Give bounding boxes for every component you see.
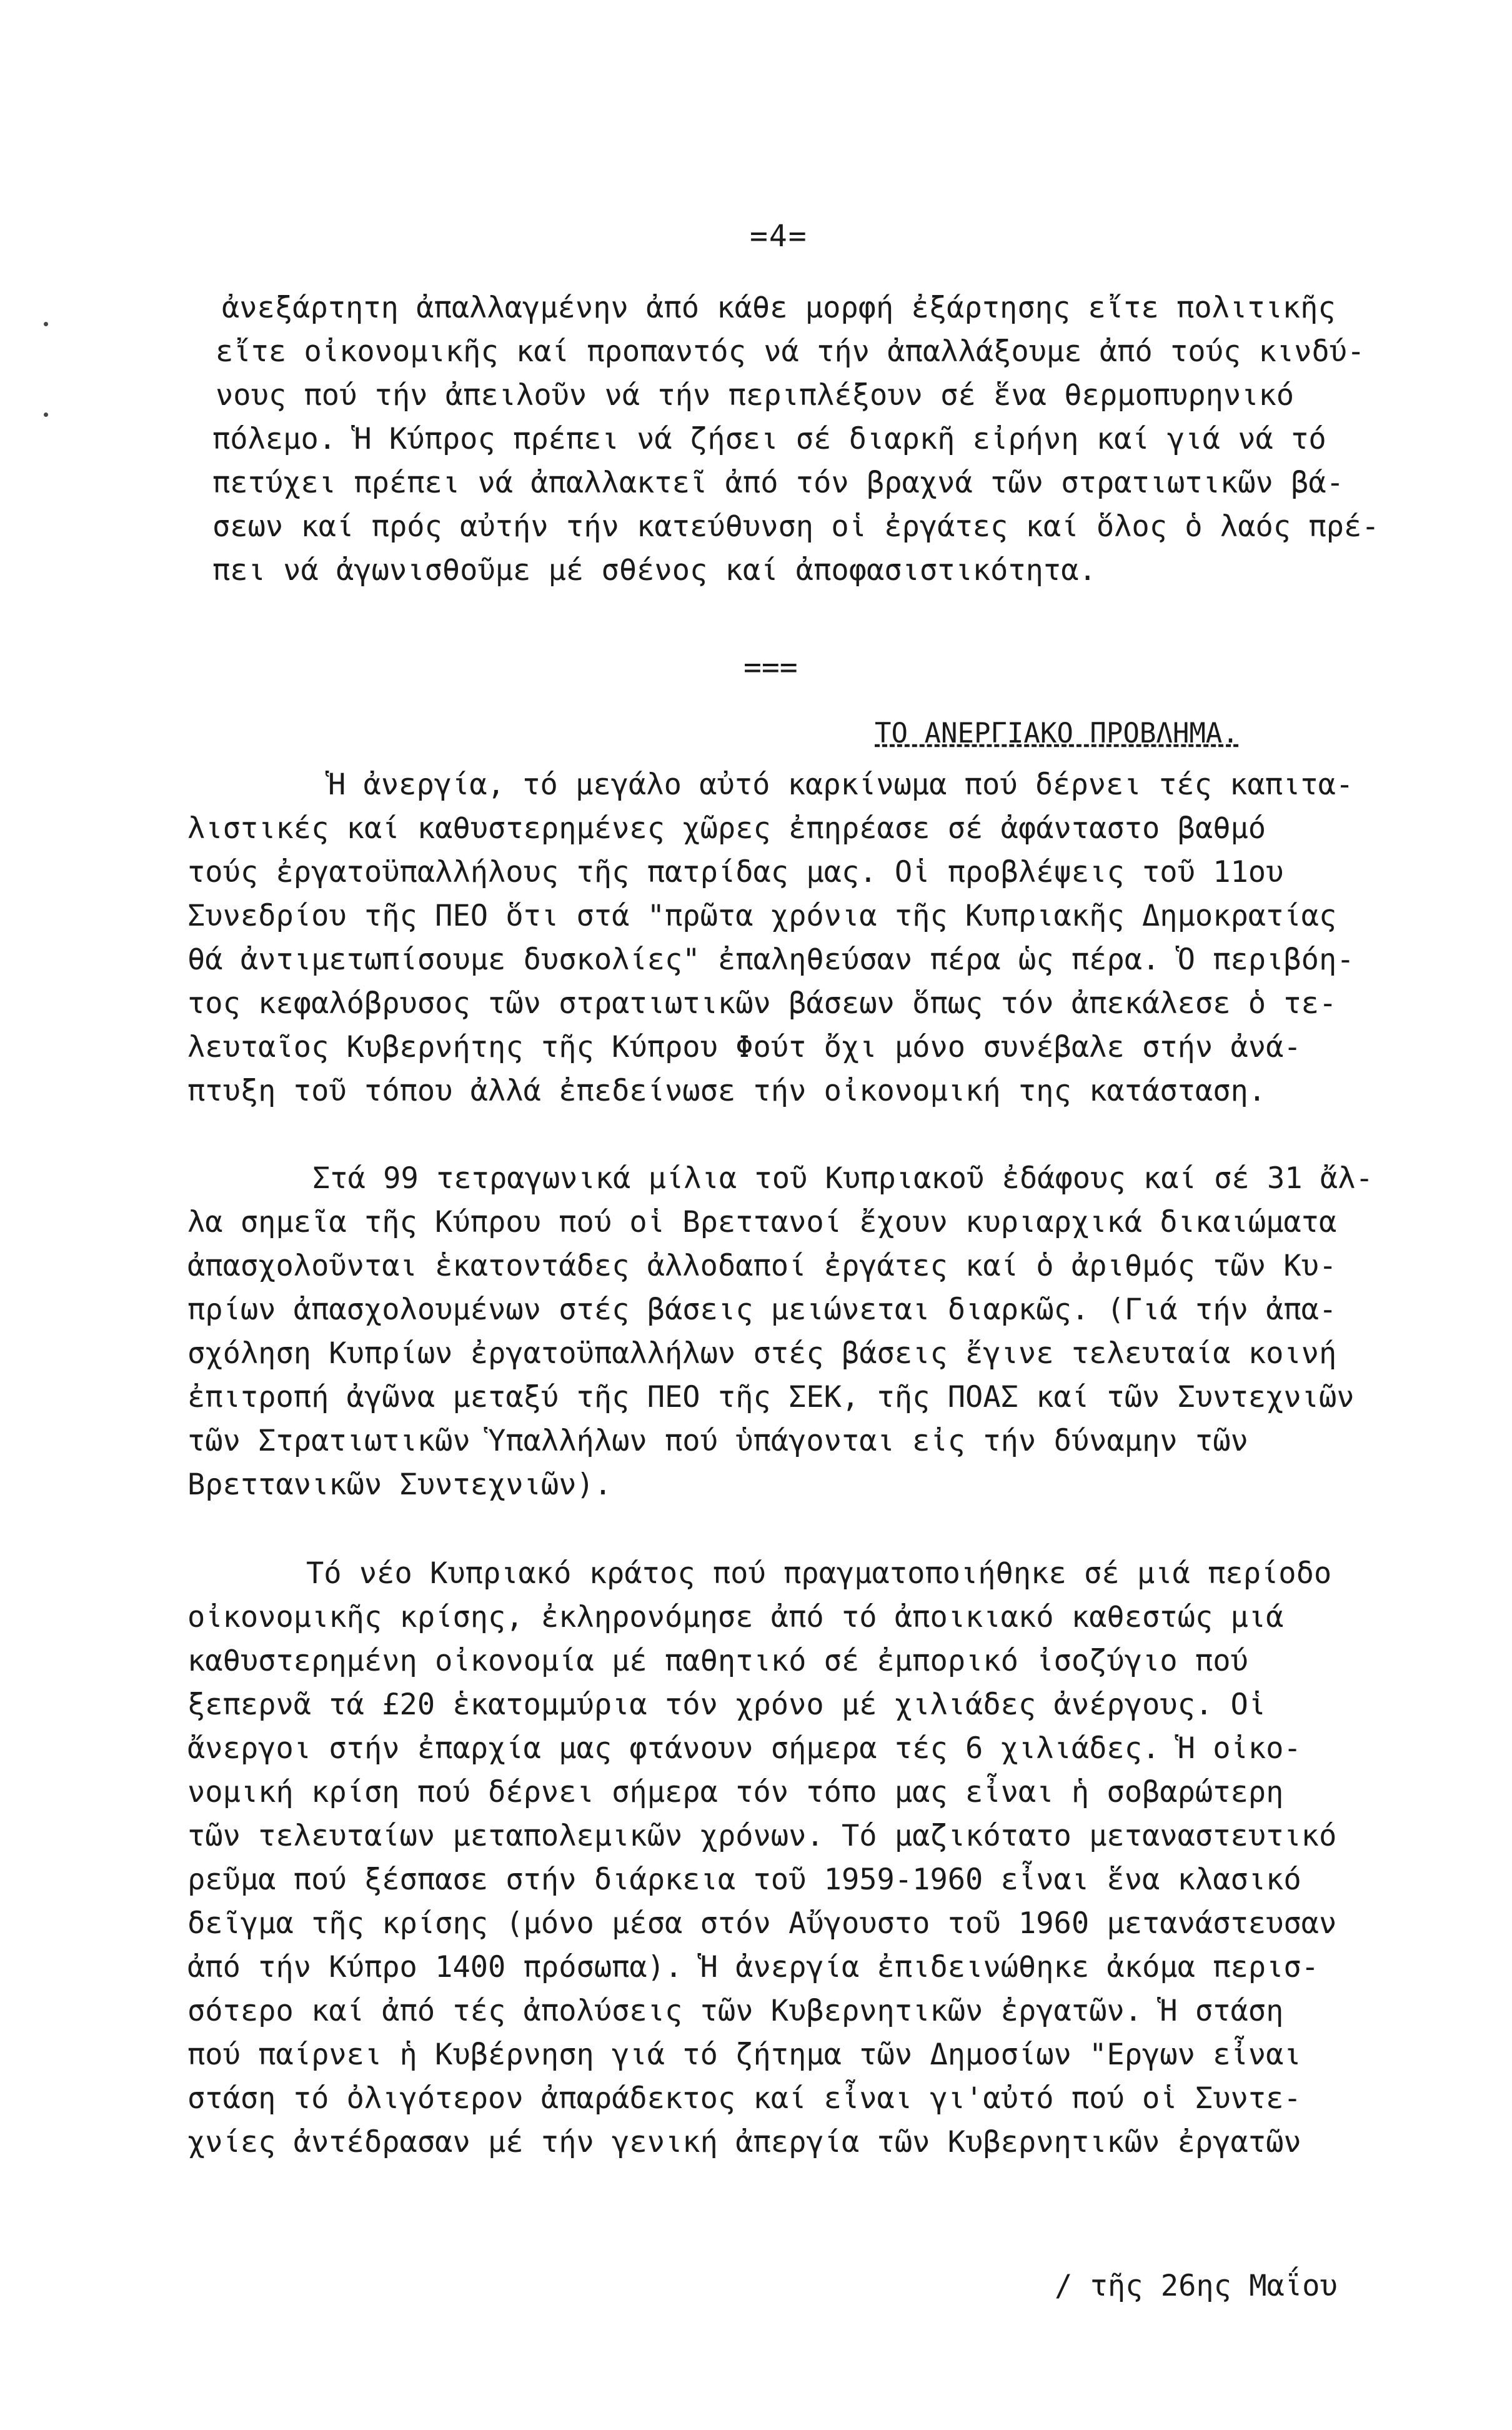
scan-speck — [44, 412, 48, 417]
text-line: τούς ἐργατοϋπαλλήλους τῆς πατρίδας μας. Οἱ προβλέψεις τοῦ 11ου — [187, 855, 1284, 889]
text-line: σότερο καί ἀπό τές ἀπολύσεις τῶν Κυβερνητικῶν ἐργατῶν. Ἡ στάση — [187, 1994, 1284, 2028]
section-separator: === — [744, 650, 798, 685]
text-line: ἐπιτροπή ἀγῶνα μεταξύ τῆς ΠΕΟ τῆς ΣΕΚ, τῆς ΠΟΑΣ καί τῶν Συντεχνιῶν — [187, 1380, 1355, 1414]
text-line: πόλεμο. Ἡ Κύπρος πρέπει νά ζήσει σέ διαρκῆ εἰρήνη καί γιά νά τό — [212, 422, 1326, 456]
text-line: στάση τό ὀλιγότερον ἀπαράδεκτος καί εἶναι γι'αὐτό πού οἱ Συντε- — [187, 2081, 1301, 2116]
text-line: χνίες ἀντέδρασαν μέ τήν γενική ἀπεργία τῶν Κυβερνητικῶν ἐργατῶν — [187, 2125, 1301, 2159]
text-line: Ἡ ἀνεργία, τό μεγάλο αὐτό καρκίνωμα πού δέρνει τές καπιτα- — [328, 768, 1354, 802]
text-line: ξεπερνᾶ τά £20 ἑκατομμύρια τόν χρόνο μέ χιλιάδες ἀνέργους. Οἱ — [187, 1688, 1266, 1722]
text-line: πού παίρνει ἡ Κυβέρνηση γιά τό ζήτημα τῶν Δημοσίων "Εργων εἶναι — [187, 2038, 1301, 2072]
text-line: νομική κρίση πού δέρνει σήμερα τόν τόπο μας εἶναι ἡ σοβαρώτερη — [187, 1775, 1284, 1809]
text-line: λα σημεῖα τῆς Κύπρου πού οἱ Βρεττανοί ἔχουν κυριαρχικά δικαιώματα — [187, 1205, 1337, 1239]
section-heading: ΤΟ ΑΝΕΡΓΙΑΚΟ ΠΡΟΒΛΗΜΑ. — [875, 718, 1239, 749]
text-line: ρεῦμα πού ξέσπασε στήν διάρκεια τοῦ 1959-1960 εἶναι ἕνα κλασικό — [187, 1862, 1301, 1897]
page-number: =4= — [750, 219, 808, 254]
text-line: σεων καί πρός αὐτήν τήν κατεύθυνση οἱ ἐργάτες καί ὅλος ὁ λαός πρέ- — [212, 509, 1380, 544]
text-line: ἀνεξάρτητη ἀπαλλαγμένην ἀπό κάθε μορφή ἐξάρτησης εἴτε πολιτικῆς — [222, 291, 1336, 325]
text-line: τῶν Στρατιωτικῶν Ὑπαλλήλων πού ὑπάγονται εἰς τήν δύναμην τῶν — [187, 1424, 1248, 1458]
text-line: σχόληση Κυπρίων ἐργατοϋπαλλήλων στές βάσεις ἔγινε τελευταία κοινή — [187, 1336, 1337, 1371]
text-line: λιστικές καί καθυστερημένες χῶρες ἐπηρέασε σέ ἀφάνταστο βαθμό — [187, 811, 1266, 846]
text-line: νους πού τήν ἀπειλοῦν νά τήν περιπλέξουν σέ ἕνα θερμοπυρηνικό — [216, 378, 1295, 412]
text-line: πτυξη τοῦ τόπου ἀλλά ἐπεδείνωσε τήν οἰκονομική της κατάσταση. — [187, 1074, 1266, 1108]
text-line: ἀπό τήν Κύπρο 1400 πρόσωπα). Ἡ ἀνεργία ἐπιδεινώθηκε ἀκόμα περισ- — [187, 1950, 1319, 1984]
page-continuation: / τῆς 26ης Μαΐου — [1055, 2269, 1338, 2303]
text-line: πει νά ἀγωνισθοῦμε μέ σθένος καί ἀποφασιστικότητα. — [212, 553, 1097, 588]
text-line: θά ἀντιμετωπίσουμε δυσκολίες" ἐπαληθεύσαν πέρα ὡς πέρα. Ὁ περιβόη- — [187, 942, 1355, 977]
text-line: καθυστερημένη οἰκονομία μέ παθητικό σέ ἐμπορικό ἰσοζύγιο πού — [187, 1644, 1248, 1678]
text-line: ἀπασχολοῦνται ἑκατοντάδες ἀλλοδαποί ἐργάτες καί ὁ ἀριθμός τῶν Κυ- — [187, 1249, 1337, 1283]
text-line: λευταῖος Κυβερνήτης τῆς Κύπρου Φούτ ὄχι μόνο συνέβαλε στήν ἀνά- — [187, 1030, 1301, 1064]
text-line: οἰκονομικῆς κρίσης, ἐκληρονόμησε ἀπό τό ἀποικιακό καθεστώς μιά — [187, 1600, 1284, 1634]
text-line: πρίων ἀπασχολουμένων στές βάσεις μειώνεται διαρκῶς. (Γιά τήν ἀπα- — [187, 1292, 1337, 1327]
text-line: ἄνεργοι στήν ἐπαρχία μας φτάνουν σήμερα τές 6 χιλιάδες. Ἡ οἰκο- — [187, 1731, 1301, 1766]
text-line: εἴτε οἰκονομικῆς καί προπαντός νά τήν ἀπαλλάξουμε ἀπό τούς κινδύ- — [216, 334, 1365, 369]
text-line: δεῖγμα τῆς κρίσης (μόνο μέσα στόν Αὔγουστο τοῦ 1960 μετανάστευσαν — [187, 1906, 1337, 1941]
text-line: Βρεττανικῶν Συντεχνιῶν). — [187, 1468, 612, 1502]
scan-speck — [44, 322, 48, 326]
text-line: πετύχει πρέπει νά ἀπαλλακτεῖ ἀπό τόν βραχνά τῶν στρατιωτικῶν βά- — [212, 466, 1344, 500]
text-line: Τό νέο Κυπριακό κράτος πού πραγματοποιήθηκε σέ μιά περίοδο — [306, 1556, 1332, 1591]
text-line: Συνεδρίου τῆς ΠΕΟ ὅτι στά "πρῶτα χρόνια τῆς Κυπριακῆς Δημοκρατίας — [187, 899, 1337, 933]
text-line: Στά 99 τετραγωνικά μίλια τοῦ Κυπριακοῦ ἐδάφους καί σέ 31 ἄλ- — [312, 1161, 1373, 1196]
text-line: τῶν τελευταίων μεταπολεμικῶν χρόνων. Τό μαζικότατο μεταναστευτικό — [187, 1819, 1337, 1853]
text-line: τος κεφαλόβρυσος τῶν στρατιωτικῶν βάσεων ὅπως τόν ἀπεκάλεσε ὁ τε- — [187, 986, 1337, 1021]
